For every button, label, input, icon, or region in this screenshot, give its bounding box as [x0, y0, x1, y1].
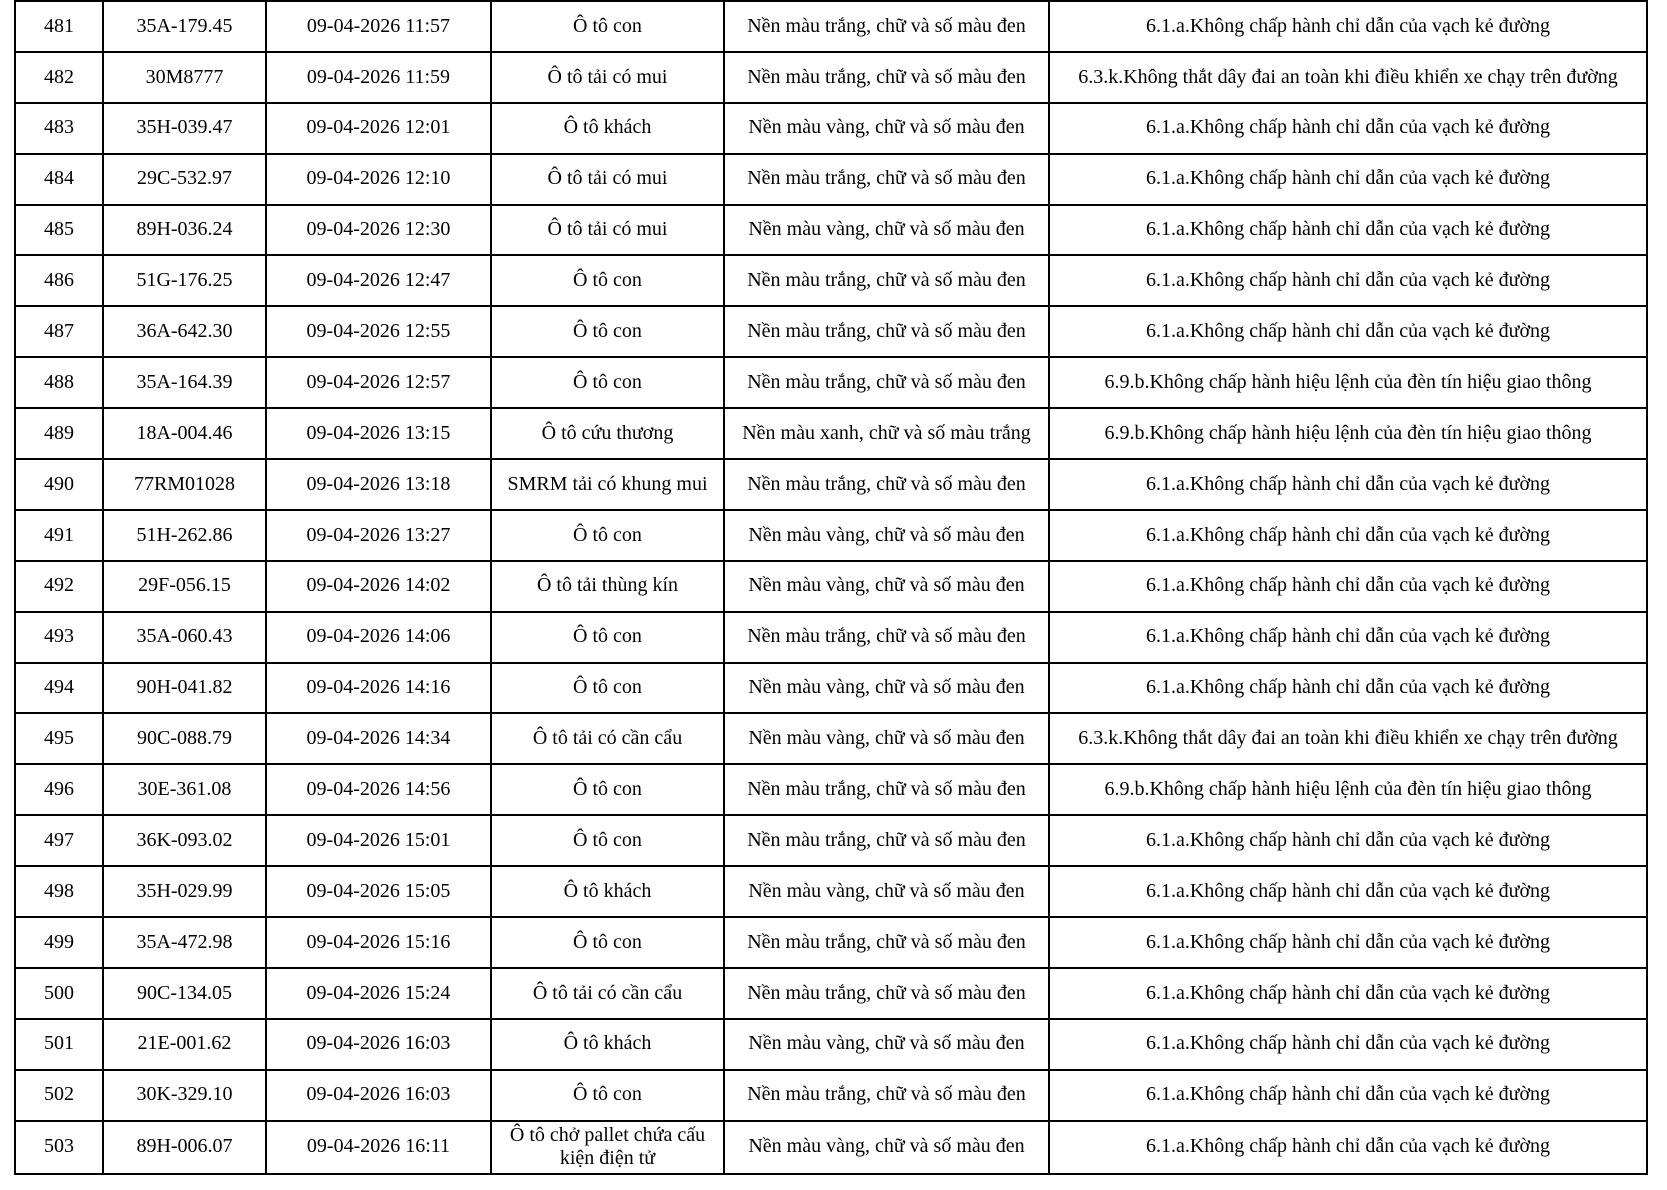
cell-plate-description: Nền màu vàng, chữ và số màu đen — [724, 1121, 1049, 1174]
cell-violation: 6.1.a.Không chấp hành chỉ dẫn của vạch kẻ đường — [1049, 917, 1647, 968]
cell-plate: 29F-056.15 — [103, 561, 266, 612]
cell-plate-description: Nền màu vàng, chữ và số màu đen — [724, 713, 1049, 764]
table-row — [15, 1070, 1647, 1121]
table-row — [15, 459, 1647, 510]
cell-plate-description: Nền màu vàng, chữ và số màu đen — [724, 103, 1049, 154]
table-row — [15, 52, 1647, 103]
cell-no: 497 — [15, 815, 103, 866]
cell-no: 503 — [15, 1121, 103, 1174]
table-row — [15, 205, 1647, 256]
cell-plate-description: Nền màu xanh, chữ và số màu trắng — [724, 408, 1049, 459]
cell-violation: 6.1.a.Không chấp hành chỉ dẫn của vạch kẻ đường — [1049, 154, 1647, 205]
cell-vehicle-type: Ô tô con — [491, 815, 724, 866]
cell-plate-description: Nền màu trắng, chữ và số màu đen — [724, 357, 1049, 408]
cell-vehicle-type: Ô tô khách — [491, 103, 724, 154]
violation-table — [14, 0, 1648, 1175]
cell-datetime: 09-04-2026 14:02 — [266, 561, 491, 612]
cell-vehicle-type: SMRM tải có khung mui — [491, 459, 724, 510]
cell-plate: 89H-036.24 — [103, 205, 266, 256]
cell-plate: 51G-176.25 — [103, 255, 266, 306]
cell-plate: 21E-001.62 — [103, 1019, 266, 1070]
table-row — [15, 510, 1647, 561]
cell-datetime: 09-04-2026 12:10 — [266, 154, 491, 205]
cell-plate-description: Nền màu trắng, chữ và số màu đen — [724, 968, 1049, 1019]
cell-vehicle-type: Ô tô con — [491, 1070, 724, 1121]
cell-plate-description: Nền màu trắng, chữ và số màu đen — [724, 1, 1049, 52]
cell-datetime: 09-04-2026 11:59 — [266, 52, 491, 103]
cell-datetime: 09-04-2026 13:15 — [266, 408, 491, 459]
table-row — [15, 713, 1647, 764]
cell-violation: 6.1.a.Không chấp hành chỉ dẫn của vạch kẻ đường — [1049, 205, 1647, 256]
cell-vehicle-type: Ô tô tải có mui — [491, 52, 724, 103]
table-row — [15, 306, 1647, 357]
table-row — [15, 1121, 1647, 1174]
cell-no: 492 — [15, 561, 103, 612]
cell-vehicle-type: Ô tô con — [491, 764, 724, 815]
cell-plate: 35A-060.43 — [103, 612, 266, 663]
cell-plate-description: Nền màu trắng, chữ và số màu đen — [724, 306, 1049, 357]
cell-plate: 30K-329.10 — [103, 1070, 266, 1121]
table-row — [15, 154, 1647, 205]
cell-no: 502 — [15, 1070, 103, 1121]
table-row — [15, 917, 1647, 968]
cell-no: 482 — [15, 52, 103, 103]
cell-violation: 6.1.a.Không chấp hành chỉ dẫn của vạch kẻ đường — [1049, 1070, 1647, 1121]
cell-plate-description: Nền màu trắng, chữ và số màu đen — [724, 612, 1049, 663]
cell-plate-description: Nền màu vàng, chữ và số màu đen — [724, 1019, 1049, 1070]
cell-violation: 6.1.a.Không chấp hành chỉ dẫn của vạch kẻ đường — [1049, 866, 1647, 917]
cell-violation: 6.1.a.Không chấp hành chỉ dẫn của vạch kẻ đường — [1049, 510, 1647, 561]
table-row — [15, 764, 1647, 815]
cell-no: 493 — [15, 612, 103, 663]
cell-datetime: 09-04-2026 12:57 — [266, 357, 491, 408]
cell-vehicle-type: Ô tô con — [491, 510, 724, 561]
violation-table-body — [15, 1, 1647, 1174]
cell-no: 486 — [15, 255, 103, 306]
cell-plate: 29C-532.97 — [103, 154, 266, 205]
cell-plate-description: Nền màu trắng, chữ và số màu đen — [724, 1070, 1049, 1121]
cell-datetime: 09-04-2026 14:06 — [266, 612, 491, 663]
cell-datetime: 09-04-2026 14:56 — [266, 764, 491, 815]
cell-datetime: 09-04-2026 12:47 — [266, 255, 491, 306]
cell-datetime: 09-04-2026 16:11 — [266, 1121, 491, 1174]
cell-vehicle-type: Ô tô con — [491, 255, 724, 306]
cell-violation: 6.1.a.Không chấp hành chỉ dẫn của vạch kẻ đường — [1049, 1, 1647, 52]
cell-plate-description: Nền màu vàng, chữ và số màu đen — [724, 205, 1049, 256]
cell-vehicle-type: Ô tô tải có mui — [491, 154, 724, 205]
table-row — [15, 103, 1647, 154]
table-row — [15, 1019, 1647, 1070]
table-row — [15, 357, 1647, 408]
cell-vehicle-type: Ô tô cứu thương — [491, 408, 724, 459]
cell-plate: 35A-179.45 — [103, 1, 266, 52]
cell-plate-description: Nền màu trắng, chữ và số màu đen — [724, 917, 1049, 968]
cell-no: 498 — [15, 866, 103, 917]
cell-no: 495 — [15, 713, 103, 764]
cell-vehicle-type: Ô tô tải có cần cẩu — [491, 968, 724, 1019]
cell-datetime: 09-04-2026 11:57 — [266, 1, 491, 52]
cell-violation: 6.9.b.Không chấp hành hiệu lệnh của đèn tín hiệu giao thông — [1049, 357, 1647, 408]
cell-plate: 51H-262.86 — [103, 510, 266, 561]
cell-violation: 6.1.a.Không chấp hành chỉ dẫn của vạch kẻ đường — [1049, 459, 1647, 510]
table-row — [15, 866, 1647, 917]
cell-violation: 6.1.a.Không chấp hành chỉ dẫn của vạch kẻ đường — [1049, 306, 1647, 357]
cell-plate: 30M8777 — [103, 52, 266, 103]
cell-plate: 36K-093.02 — [103, 815, 266, 866]
cell-datetime: 09-04-2026 13:18 — [266, 459, 491, 510]
cell-vehicle-type: Ô tô tải có cần cẩu — [491, 713, 724, 764]
cell-no: 491 — [15, 510, 103, 561]
cell-plate-description: Nền màu trắng, chữ và số màu đen — [724, 255, 1049, 306]
cell-datetime: 09-04-2026 15:01 — [266, 815, 491, 866]
cell-no: 496 — [15, 764, 103, 815]
cell-plate: 90C-134.05 — [103, 968, 266, 1019]
cell-vehicle-type: Ô tô con — [491, 663, 724, 714]
cell-datetime: 09-04-2026 14:16 — [266, 663, 491, 714]
table-row — [15, 663, 1647, 714]
cell-violation: 6.1.a.Không chấp hành chỉ dẫn của vạch kẻ đường — [1049, 255, 1647, 306]
cell-no: 483 — [15, 103, 103, 154]
cell-violation: 6.9.b.Không chấp hành hiệu lệnh của đèn tín hiệu giao thông — [1049, 764, 1647, 815]
table-row — [15, 815, 1647, 866]
cell-violation: 6.1.a.Không chấp hành chỉ dẫn của vạch kẻ đường — [1049, 815, 1647, 866]
cell-violation: 6.1.a.Không chấp hành chỉ dẫn của vạch kẻ đường — [1049, 1019, 1647, 1070]
cell-plate-description: Nền màu vàng, chữ và số màu đen — [724, 510, 1049, 561]
cell-vehicle-type: Ô tô con — [491, 917, 724, 968]
cell-datetime: 09-04-2026 16:03 — [266, 1070, 491, 1121]
cell-no: 501 — [15, 1019, 103, 1070]
cell-no: 487 — [15, 306, 103, 357]
cell-no: 490 — [15, 459, 103, 510]
cell-violation: 6.3.k.Không thắt dây đai an toàn khi điều khiển xe chạy trên đường — [1049, 713, 1647, 764]
cell-plate-description: Nền màu vàng, chữ và số màu đen — [724, 663, 1049, 714]
cell-datetime: 09-04-2026 15:05 — [266, 866, 491, 917]
cell-datetime: 09-04-2026 12:01 — [266, 103, 491, 154]
cell-violation: 6.1.a.Không chấp hành chỉ dẫn của vạch kẻ đường — [1049, 561, 1647, 612]
cell-violation: 6.3.k.Không thắt dây đai an toàn khi điều khiển xe chạy trên đường — [1049, 52, 1647, 103]
cell-plate: 30E-361.08 — [103, 764, 266, 815]
cell-plate: 35H-039.47 — [103, 103, 266, 154]
table-row — [15, 561, 1647, 612]
cell-plate-description: Nền màu vàng, chữ và số màu đen — [724, 561, 1049, 612]
cell-no: 481 — [15, 1, 103, 52]
cell-plate: 35H-029.99 — [103, 866, 266, 917]
cell-datetime: 09-04-2026 13:27 — [266, 510, 491, 561]
cell-no: 485 — [15, 205, 103, 256]
table-row — [15, 255, 1647, 306]
cell-plate-description: Nền màu trắng, chữ và số màu đen — [724, 764, 1049, 815]
cell-vehicle-type: Ô tô chở pallet chứa cấu kiện điện tử — [491, 1121, 724, 1174]
cell-plate-description: Nền màu vàng, chữ và số màu đen — [724, 866, 1049, 917]
cell-no: 499 — [15, 917, 103, 968]
cell-no: 500 — [15, 968, 103, 1019]
cell-plate: 90H-041.82 — [103, 663, 266, 714]
cell-plate: 35A-472.98 — [103, 917, 266, 968]
table-row — [15, 408, 1647, 459]
cell-violation: 6.1.a.Không chấp hành chỉ dẫn của vạch kẻ đường — [1049, 612, 1647, 663]
cell-violation: 6.1.a.Không chấp hành chỉ dẫn của vạch kẻ đường — [1049, 663, 1647, 714]
table-row — [15, 968, 1647, 1019]
cell-vehicle-type: Ô tô tải có mui — [491, 205, 724, 256]
cell-plate: 90C-088.79 — [103, 713, 266, 764]
table-row — [15, 612, 1647, 663]
table-row — [15, 1, 1647, 52]
cell-plate-description: Nền màu trắng, chữ và số màu đen — [724, 154, 1049, 205]
cell-plate-description: Nền màu trắng, chữ và số màu đen — [724, 459, 1049, 510]
cell-plate: 18A-004.46 — [103, 408, 266, 459]
cell-no: 489 — [15, 408, 103, 459]
cell-vehicle-type: Ô tô con — [491, 612, 724, 663]
cell-datetime: 09-04-2026 12:30 — [266, 205, 491, 256]
cell-no: 494 — [15, 663, 103, 714]
cell-no: 484 — [15, 154, 103, 205]
cell-plate: 77RM01028 — [103, 459, 266, 510]
cell-vehicle-type: Ô tô khách — [491, 866, 724, 917]
cell-no: 488 — [15, 357, 103, 408]
cell-datetime: 09-04-2026 15:24 — [266, 968, 491, 1019]
cell-datetime: 09-04-2026 16:03 — [266, 1019, 491, 1070]
cell-datetime: 09-04-2026 15:16 — [266, 917, 491, 968]
cell-violation: 6.1.a.Không chấp hành chỉ dẫn của vạch kẻ đường — [1049, 968, 1647, 1019]
cell-violation: 6.1.a.Không chấp hành chỉ dẫn của vạch kẻ đường — [1049, 1121, 1647, 1174]
cell-plate-description: Nền màu trắng, chữ và số màu đen — [724, 815, 1049, 866]
cell-plate: 35A-164.39 — [103, 357, 266, 408]
cell-plate: 36A-642.30 — [103, 306, 266, 357]
cell-vehicle-type: Ô tô khách — [491, 1019, 724, 1070]
cell-datetime: 09-04-2026 12:55 — [266, 306, 491, 357]
cell-plate: 89H-006.07 — [103, 1121, 266, 1174]
cell-vehicle-type: Ô tô con — [491, 357, 724, 408]
cell-violation: 6.9.b.Không chấp hành hiệu lệnh của đèn tín hiệu giao thông — [1049, 408, 1647, 459]
cell-vehicle-type: Ô tô con — [491, 306, 724, 357]
cell-vehicle-type: Ô tô tải thùng kín — [491, 561, 724, 612]
cell-datetime: 09-04-2026 14:34 — [266, 713, 491, 764]
cell-vehicle-type: Ô tô con — [491, 1, 724, 52]
cell-violation: 6.1.a.Không chấp hành chỉ dẫn của vạch kẻ đường — [1049, 103, 1647, 154]
cell-plate-description: Nền màu trắng, chữ và số màu đen — [724, 52, 1049, 103]
